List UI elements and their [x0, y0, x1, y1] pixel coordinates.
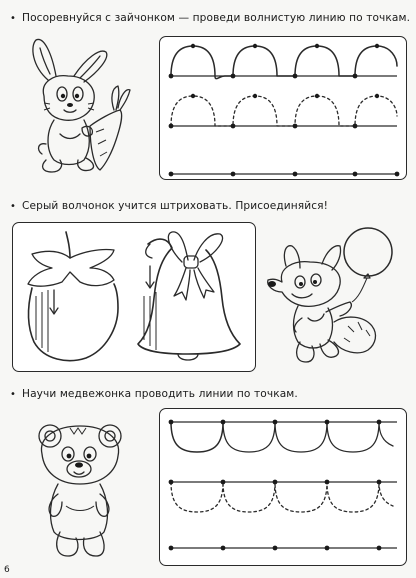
- bunny-illustration: [20, 36, 140, 176]
- wolf-cub-illustration: [262, 222, 412, 372]
- page-number: 6: [4, 565, 10, 575]
- instruction-task2: [10, 200, 328, 212]
- bear-cub-illustration: [24, 414, 144, 564]
- bell-shape[interactable]: [128, 226, 250, 368]
- instruction-task1: [10, 12, 410, 24]
- instruction-task3: [10, 388, 298, 400]
- bullet: •: [10, 13, 16, 24]
- task1-tracing-lines[interactable]: [159, 36, 407, 180]
- instruction-text: Научи медвежонка проводить линии по точкам.: [22, 388, 298, 400]
- strawberry-shape[interactable]: [18, 228, 128, 368]
- bullet: •: [10, 201, 16, 212]
- instruction-text: Посоревнуйся с зайчонком — проведи волнистую линию по точкам.: [22, 12, 411, 24]
- instruction-text: Серый волчонок учится штриховать. Присоединяйся!: [22, 200, 328, 212]
- task3-tracing-lines[interactable]: [159, 408, 407, 566]
- bullet: •: [10, 389, 16, 400]
